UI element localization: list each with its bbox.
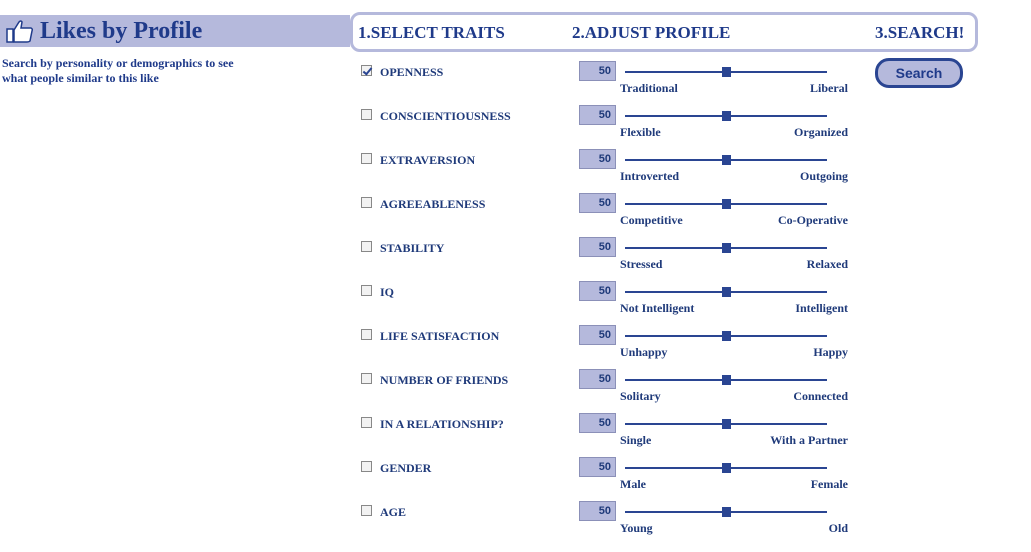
trait-checkbox[interactable] [361,329,372,340]
trait-slider[interactable] [625,335,827,337]
slider-handle[interactable] [722,375,731,385]
step-select-traits: 1.SELECT TRAITS [358,23,505,42]
trait-slider[interactable] [625,379,827,381]
trait-value[interactable]: 50 [579,413,616,433]
trait-row [0,501,1031,545]
slider-handle[interactable] [722,463,731,473]
slider-label-right: Happy [813,345,848,359]
trait-checkbox[interactable] [361,197,372,208]
slider-label-right: Liberal [810,81,848,95]
trait-value[interactable]: 50 [579,193,616,213]
thumbs-up-icon [6,19,34,43]
trait-slider[interactable] [625,511,827,513]
slider-label-right: Connected [793,389,848,403]
trait-row [0,413,1031,457]
trait-value[interactable]: 50 [579,501,616,521]
trait-value[interactable]: 50 [579,325,616,345]
trait-value[interactable]: 50 [579,281,616,301]
trait-slider[interactable] [625,115,827,117]
slider-label-left: Traditional [620,81,678,95]
trait-row [0,237,1031,281]
trait-row [0,325,1031,369]
slider-handle[interactable] [722,287,731,297]
trait-checkbox[interactable] [361,285,372,296]
trait-row [0,281,1031,325]
slider-handle[interactable] [722,155,731,165]
trait-row [0,457,1031,501]
trait-slider[interactable] [625,423,827,425]
trait-row [0,149,1031,193]
trait-name: IN A RELATIONSHIP? [380,417,504,431]
slider-handle[interactable] [722,419,731,429]
slider-handle[interactable] [722,67,731,77]
slider-label-left: Competitive [620,213,683,227]
slider-label-right: Relaxed [806,257,848,271]
trait-name: LIFE SATISFACTION [380,329,500,343]
trait-name: AGE [380,505,407,519]
slider-handle[interactable] [722,243,731,253]
trait-checkbox[interactable] [361,505,372,516]
trait-name: NUMBER OF FRIENDS [380,373,509,387]
step-search: 3.SEARCH! [875,23,965,42]
slider-label-left: Flexible [620,125,661,139]
trait-checkbox[interactable] [361,153,372,164]
trait-value[interactable]: 50 [579,369,616,389]
trait-name: EXTRAVERSION [380,153,476,167]
trait-value[interactable]: 50 [579,105,616,125]
slider-label-left: Introverted [620,169,680,183]
trait-slider[interactable] [625,291,827,293]
search-button[interactable]: Search [875,58,963,88]
slider-label-left: Single [620,433,652,447]
slider-label-left: Solitary [620,389,661,403]
trait-value[interactable]: 50 [579,149,616,169]
slider-label-right: Outgoing [799,169,848,183]
trait-name: AGREEABLENESS [380,197,486,211]
slider-label-left: Unhappy [620,345,668,359]
trait-value[interactable]: 50 [579,237,616,257]
trait-row [0,193,1031,237]
trait-checkbox[interactable] [361,65,372,76]
trait-name: CONSCIENTIOUSNESS [380,109,511,123]
trait-row [0,369,1031,413]
slider-label-right: Female [810,477,848,491]
trait-slider[interactable] [625,247,827,249]
trait-checkbox[interactable] [361,417,372,428]
slider-label-right: Co-Operative [778,213,848,227]
trait-checkbox[interactable] [361,241,372,252]
slider-handle[interactable] [722,507,731,517]
step-adjust-profile: 2.ADJUST PROFILE [572,23,731,42]
trait-checkbox[interactable] [361,461,372,472]
slider-label-left: Young [620,521,653,535]
trait-slider[interactable] [625,467,827,469]
trait-value[interactable]: 50 [579,61,616,81]
trait-checkbox[interactable] [361,109,372,120]
slider-label-left: Not Intelligent [620,301,695,315]
steps-bar [350,12,978,52]
slider-label-right: With a Partner [770,433,848,447]
slider-label-left: Stressed [620,257,663,271]
app-title: Likes by Profile [40,17,203,44]
sidebar-header [0,15,350,47]
trait-name: OPENNESS [380,65,444,79]
trait-slider[interactable] [625,71,827,73]
trait-name: IQ [380,285,395,299]
trait-name: STABILITY [380,241,445,255]
trait-value[interactable]: 50 [579,457,616,477]
trait-checkbox[interactable] [361,373,372,384]
trait-row [0,61,1031,105]
slider-handle[interactable] [722,111,731,121]
trait-slider[interactable] [625,159,827,161]
slider-handle[interactable] [722,199,731,209]
slider-label-right: Old [828,521,848,535]
sidebar-description: Search by personality or demographics to see what people similar to this like [2,56,234,85]
trait-slider[interactable] [625,203,827,205]
slider-label-left: Male [620,477,646,491]
trait-name: GENDER [380,461,432,475]
slider-handle[interactable] [722,331,731,341]
slider-label-right: Intelligent [795,301,848,315]
trait-row [0,105,1031,149]
slider-label-right: Organized [794,125,848,139]
